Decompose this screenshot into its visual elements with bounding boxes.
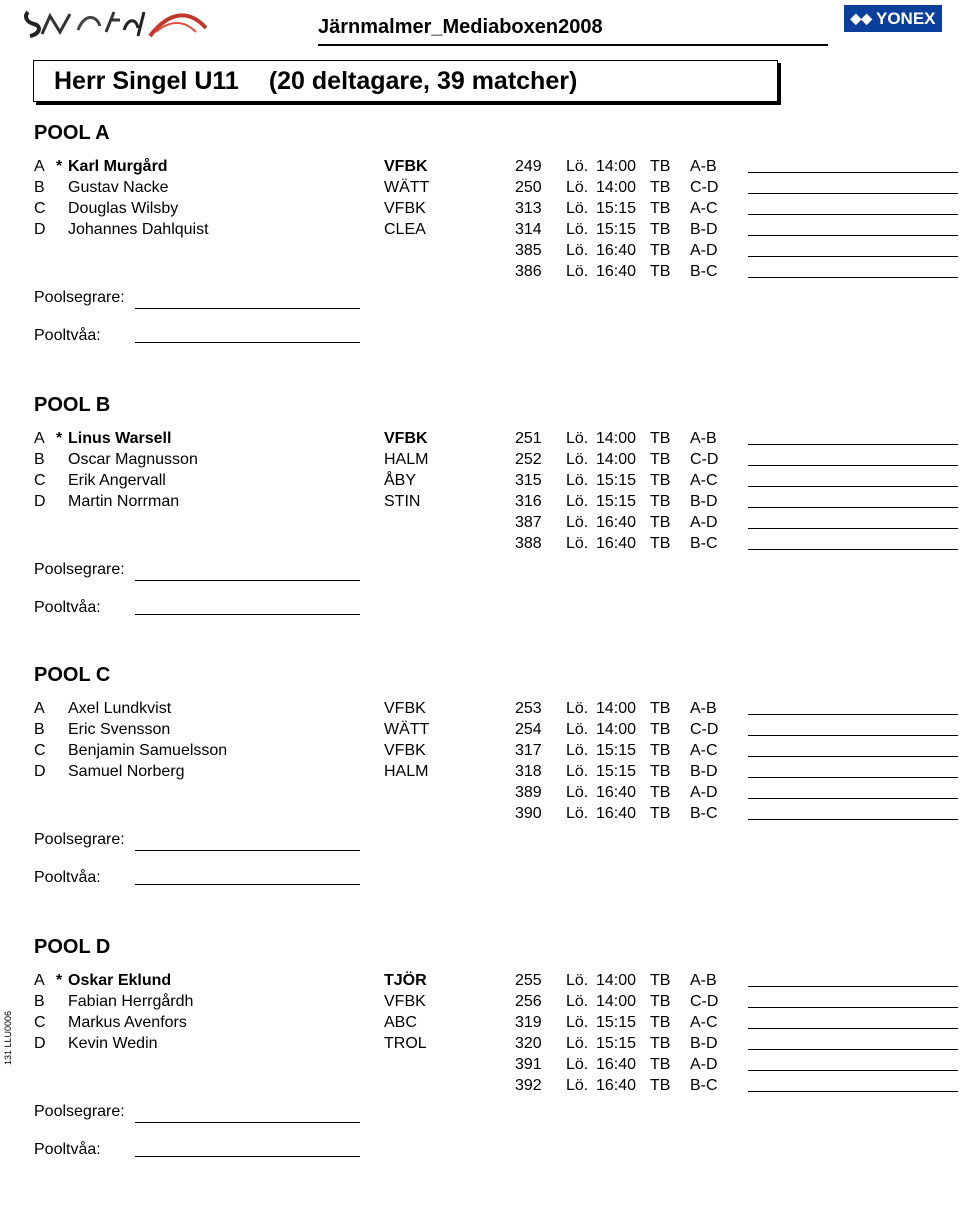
pool-winner-line[interactable]: [135, 580, 360, 581]
player-name: Eric Svensson: [68, 721, 171, 738]
match-day: Lö.: [566, 242, 589, 259]
match-time: 14:00: [596, 179, 637, 196]
pool-runner-up-line[interactable]: [135, 884, 360, 885]
pool-row: [0, 512, 960, 533]
pool-row: [0, 219, 960, 240]
seed-marker: *: [56, 972, 63, 989]
match-day: Lö.: [566, 451, 589, 468]
match-pairing: B-D: [690, 493, 718, 510]
player-club: HALM: [384, 451, 429, 468]
pool-row: [0, 761, 960, 782]
match-number: 254: [515, 721, 542, 738]
match-pairing: A-B: [690, 158, 717, 175]
player-position: A: [34, 700, 45, 717]
match-result-line[interactable]: [748, 507, 958, 508]
match-pairing: B-D: [690, 763, 718, 780]
match-result-line[interactable]: [748, 735, 958, 736]
match-time: 16:40: [596, 242, 637, 259]
player-name: Douglas Wilsby: [68, 200, 179, 217]
player-club: VFBK: [384, 700, 426, 717]
match-court: TB: [650, 721, 671, 738]
match-number: 390: [515, 805, 542, 822]
match-court: TB: [650, 514, 671, 531]
match-pairing: B-D: [690, 221, 718, 238]
player-position: C: [34, 1014, 46, 1031]
pool-winner-line[interactable]: [135, 1122, 360, 1123]
pool-row: [0, 719, 960, 740]
player-name: Oskar Eklund: [68, 972, 172, 989]
player-club: VFBK: [384, 430, 428, 447]
match-result-line[interactable]: [748, 1070, 958, 1071]
pool-row: [0, 1054, 960, 1075]
player-position: C: [34, 200, 46, 217]
match-time: 15:15: [596, 200, 637, 217]
pool-winner-line[interactable]: [135, 308, 360, 309]
match-pairing: A-B: [690, 700, 717, 717]
match-day: Lö.: [566, 742, 589, 759]
class-info: (20 deltagare, 39 matcher): [268, 66, 578, 95]
match-pairing: A-C: [690, 1014, 718, 1031]
match-result-line[interactable]: [748, 465, 958, 466]
pool-section: [0, 122, 960, 392]
player-club: HALM: [384, 763, 429, 780]
match-day: Lö.: [566, 763, 589, 780]
pool-row: [0, 698, 960, 719]
pool-title: POOL D: [34, 936, 111, 958]
match-day: Lö.: [566, 535, 589, 552]
match-number: 318: [515, 763, 542, 780]
match-court: TB: [650, 200, 671, 217]
yonex-mark-icon: ◆◆: [850, 10, 872, 26]
match-court: TB: [650, 493, 671, 510]
player-name: Axel Lundkvist: [68, 700, 172, 717]
player-club: VFBK: [384, 993, 426, 1010]
seed-marker: *: [56, 430, 63, 447]
pool-row: [0, 1033, 960, 1054]
player-name: Erik Angervall: [68, 472, 166, 489]
match-time: 15:15: [596, 763, 637, 780]
pool-winner-label: Poolsegrare:: [34, 1103, 125, 1120]
player-club: VFBK: [384, 158, 428, 175]
match-result-line[interactable]: [748, 777, 958, 778]
player-position: D: [34, 1035, 46, 1052]
match-day: Lö.: [566, 972, 589, 989]
match-result-line[interactable]: [748, 549, 958, 550]
seed-marker: *: [56, 158, 63, 175]
player-position: C: [34, 742, 46, 759]
player-name: Martin Norrman: [68, 493, 180, 510]
match-number: 387: [515, 514, 542, 531]
pool-row: [0, 428, 960, 449]
match-pairing: B-C: [690, 1077, 718, 1094]
pool-row: [0, 991, 960, 1012]
pool-section: [0, 394, 960, 664]
match-pairing: A-C: [690, 742, 718, 759]
match-result-line[interactable]: [748, 798, 958, 799]
player-name: Samuel Norberg: [68, 763, 185, 780]
match-result-line[interactable]: [748, 714, 958, 715]
pool-winner-label: Poolsegrare:: [34, 831, 125, 848]
match-pairing: B-C: [690, 535, 718, 552]
player-club: VFBK: [384, 200, 426, 217]
match-result-line[interactable]: [748, 214, 958, 215]
player-name: Fabian Herrgårdh: [68, 993, 194, 1010]
match-court: TB: [650, 1035, 671, 1052]
match-day: Lö.: [566, 1035, 589, 1052]
match-pairing: C-D: [690, 721, 719, 738]
pool-row: [0, 740, 960, 761]
match-number: 253: [515, 700, 542, 717]
pool-winner-label: Poolsegrare:: [34, 289, 125, 306]
match-number: 256: [515, 993, 542, 1010]
player-position: A: [34, 430, 45, 447]
yonex-logo: [844, 5, 942, 32]
class-name: Herr Singel U11: [54, 66, 239, 95]
match-result-line[interactable]: [748, 528, 958, 529]
player-position: B: [34, 721, 45, 738]
match-number: 388: [515, 535, 542, 552]
player-name: Johannes Dahlquist: [68, 221, 209, 238]
match-time: 14:00: [596, 700, 637, 717]
match-number: 314: [515, 221, 542, 238]
match-day: Lö.: [566, 784, 589, 801]
pool-row: [0, 156, 960, 177]
match-number: 255: [515, 972, 542, 989]
match-number: 249: [515, 158, 542, 175]
match-court: TB: [650, 972, 671, 989]
match-court: TB: [650, 805, 671, 822]
player-club: WÄTT: [384, 721, 430, 738]
pool-runner-up-label: Pooltvåa:: [34, 327, 101, 344]
pool-title: POOL C: [34, 664, 111, 686]
match-result-line[interactable]: [748, 1007, 958, 1008]
match-pairing: B-D: [690, 1035, 718, 1052]
pool-row: [0, 782, 960, 803]
match-result-line[interactable]: [748, 756, 958, 757]
pool-row: [0, 177, 960, 198]
match-result-line[interactable]: [748, 193, 958, 194]
match-pairing: A-D: [690, 514, 718, 531]
pool-title: POOL A: [34, 122, 110, 144]
player-position: B: [34, 179, 45, 196]
match-number: 252: [515, 451, 542, 468]
match-time: 15:15: [596, 1014, 637, 1031]
match-pairing: A-D: [690, 242, 718, 259]
match-court: TB: [650, 784, 671, 801]
match-time: 14:00: [596, 993, 637, 1010]
match-court: TB: [650, 263, 671, 280]
match-time: 15:15: [596, 221, 637, 238]
pool-title: POOL B: [34, 394, 111, 416]
match-result-line[interactable]: [748, 235, 958, 236]
pool-runner-up-line[interactable]: [135, 614, 360, 615]
match-time: 16:40: [596, 805, 637, 822]
match-time: 16:40: [596, 784, 637, 801]
pool-row: [0, 491, 960, 512]
match-court: TB: [650, 700, 671, 717]
match-time: 16:40: [596, 1077, 637, 1094]
pool-runner-up-line[interactable]: [135, 1156, 360, 1157]
pool-row: [0, 261, 960, 282]
pool-runner-up-label: Pooltvåa:: [34, 869, 101, 886]
match-day: Lö.: [566, 179, 589, 196]
match-day: Lö.: [566, 1056, 589, 1073]
player-name: Gustav Nacke: [68, 179, 169, 196]
match-time: 16:40: [596, 1056, 637, 1073]
match-day: Lö.: [566, 221, 589, 238]
match-court: TB: [650, 451, 671, 468]
match-court: TB: [650, 763, 671, 780]
match-day: Lö.: [566, 993, 589, 1010]
pool-row: [0, 1012, 960, 1033]
match-time: 14:00: [596, 430, 637, 447]
player-club: VFBK: [384, 742, 426, 759]
title-underline: [318, 44, 828, 46]
pool-runner-up-line[interactable]: [135, 342, 360, 343]
match-day: Lö.: [566, 1077, 589, 1094]
match-court: TB: [650, 430, 671, 447]
player-position: A: [34, 972, 45, 989]
player-position: C: [34, 472, 46, 489]
match-time: 15:15: [596, 472, 637, 489]
match-pairing: C-D: [690, 993, 719, 1010]
player-club: WÄTT: [384, 179, 430, 196]
match-number: 391: [515, 1056, 542, 1073]
match-number: 251: [515, 430, 542, 447]
match-pairing: C-D: [690, 451, 719, 468]
match-number: 392: [515, 1077, 542, 1094]
pool-section: [0, 936, 960, 1206]
match-number: 386: [515, 263, 542, 280]
match-result-line[interactable]: [748, 1091, 958, 1092]
match-time: 15:15: [596, 1035, 637, 1052]
softminton-logo-graphic: [20, 6, 210, 42]
pool-winner-line[interactable]: [135, 850, 360, 851]
match-number: 389: [515, 784, 542, 801]
match-result-line[interactable]: [748, 172, 958, 173]
yonex-logo-text: YONEX: [876, 8, 936, 28]
match-time: 16:40: [596, 535, 637, 552]
match-pairing: A-D: [690, 1056, 718, 1073]
match-day: Lö.: [566, 514, 589, 531]
player-club: TROL: [384, 1035, 427, 1052]
match-number: 319: [515, 1014, 542, 1031]
player-name: Benjamin Samuelsson: [68, 742, 228, 759]
player-position: B: [34, 993, 45, 1010]
pool-row: [0, 240, 960, 261]
pool-row: [0, 803, 960, 824]
match-pairing: A-B: [690, 430, 717, 447]
pool-row: [0, 449, 960, 470]
match-day: Lö.: [566, 263, 589, 280]
match-pairing: A-B: [690, 972, 717, 989]
match-day: Lö.: [566, 158, 589, 175]
match-day: Lö.: [566, 700, 589, 717]
match-number: 317: [515, 742, 542, 759]
match-time: 14:00: [596, 158, 637, 175]
match-court: TB: [650, 221, 671, 238]
pool-row: [0, 970, 960, 991]
player-name: Oscar Magnusson: [68, 451, 198, 468]
player-name: Kevin Wedin: [68, 1035, 158, 1052]
match-result-line[interactable]: [748, 819, 958, 820]
pool-runner-up-label: Pooltvåa:: [34, 1141, 101, 1158]
match-day: Lö.: [566, 805, 589, 822]
match-number: 316: [515, 493, 542, 510]
pool-row: [0, 1075, 960, 1096]
pool-runner-up-label: Pooltvåa:: [34, 599, 101, 616]
pool-winner-label: Poolsegrare:: [34, 561, 125, 578]
softminton-serve-logo: [20, 6, 210, 42]
match-pairing: A-D: [690, 784, 718, 801]
match-day: Lö.: [566, 200, 589, 217]
side-code: 131 LLU0006: [3, 1010, 13, 1065]
match-day: Lö.: [566, 472, 589, 489]
pool-row: [0, 470, 960, 491]
match-time: 16:40: [596, 514, 637, 531]
player-position: D: [34, 493, 46, 510]
match-time: 16:40: [596, 263, 637, 280]
match-court: TB: [650, 993, 671, 1010]
match-number: 250: [515, 179, 542, 196]
match-day: Lö.: [566, 1014, 589, 1031]
player-position: B: [34, 451, 45, 468]
player-club: ABC: [384, 1014, 417, 1031]
match-day: Lö.: [566, 430, 589, 447]
match-result-line[interactable]: [748, 1049, 958, 1050]
match-pairing: A-C: [690, 200, 718, 217]
match-court: TB: [650, 1077, 671, 1094]
match-court: TB: [650, 742, 671, 759]
player-club: CLEA: [384, 221, 426, 238]
player-position: D: [34, 763, 46, 780]
player-name: Karl Murgård: [68, 158, 168, 175]
match-pairing: B-C: [690, 805, 718, 822]
match-result-line[interactable]: [748, 1028, 958, 1029]
match-pairing: A-C: [690, 472, 718, 489]
match-court: TB: [650, 158, 671, 175]
match-court: TB: [650, 472, 671, 489]
match-result-line[interactable]: [748, 256, 958, 257]
player-position: D: [34, 221, 46, 238]
match-pairing: B-C: [690, 263, 718, 280]
match-day: Lö.: [566, 493, 589, 510]
match-number: 320: [515, 1035, 542, 1052]
pool-section: [0, 664, 960, 934]
match-number: 315: [515, 472, 542, 489]
match-time: 15:15: [596, 742, 637, 759]
match-time: 15:15: [596, 493, 637, 510]
match-court: TB: [650, 1056, 671, 1073]
document-title: Järnmalmer_Mediaboxen2008: [318, 16, 603, 38]
player-name: Markus Avenfors: [68, 1014, 187, 1031]
player-name: Linus Warsell: [68, 430, 172, 447]
match-pairing: C-D: [690, 179, 719, 196]
match-time: 14:00: [596, 721, 637, 738]
pool-row: [0, 533, 960, 554]
match-result-line[interactable]: [748, 277, 958, 278]
match-result-line[interactable]: [748, 486, 958, 487]
player-club: STIN: [384, 493, 421, 510]
match-result-line[interactable]: [748, 986, 958, 987]
player-club: ÅBY: [384, 472, 417, 489]
player-club: TJÖR: [384, 972, 427, 989]
player-position: A: [34, 158, 45, 175]
match-time: 14:00: [596, 972, 637, 989]
match-time: 14:00: [596, 451, 637, 468]
match-number: 385: [515, 242, 542, 259]
class-heading-box: [33, 60, 778, 102]
match-number: 313: [515, 200, 542, 217]
match-court: TB: [650, 535, 671, 552]
match-result-line[interactable]: [748, 444, 958, 445]
match-court: TB: [650, 179, 671, 196]
match-court: TB: [650, 1014, 671, 1031]
pool-row: [0, 198, 960, 219]
match-day: Lö.: [566, 721, 589, 738]
match-court: TB: [650, 242, 671, 259]
